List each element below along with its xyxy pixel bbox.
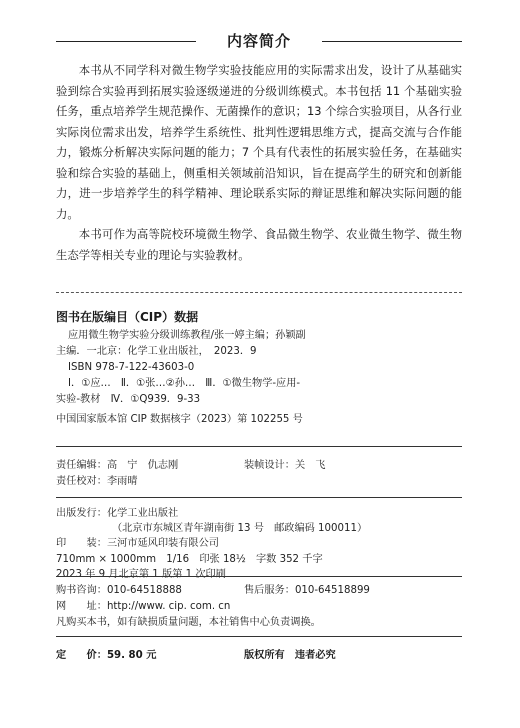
cip-number: 中国国家版本馆 CIP 数据核字（2023）第 102255 号: [56, 414, 303, 425]
cip-class-1: Ⅰ．①应… Ⅱ．①张…②孙… Ⅲ．①微生物学-应用-: [68, 378, 301, 389]
consult-phone: 010-64518888: [106, 585, 182, 596]
publisher-info: [56, 506, 462, 582]
editor-row: [56, 458, 462, 474]
editor-credits: [56, 458, 462, 490]
price-label: 定 价：: [56, 650, 107, 661]
publisher-row: [56, 506, 462, 521]
section-divider: [56, 292, 462, 293]
editor-divider: [56, 446, 462, 447]
design-label: 装帧设计：: [244, 460, 295, 471]
cip-line-2: 主编．一北京：化学工业出版社， 2023．9: [56, 346, 257, 357]
purchase-info: [56, 583, 462, 631]
cip-line-1: 应用微生物学实验分级训练教程/张一婷主编；孙颖副: [68, 330, 306, 341]
printer-value: 三河市延风印装有限公司: [106, 538, 219, 550]
proof-value: 李雨晴: [106, 476, 138, 487]
intro-paragraph-1: 本书从不同学科对微生物学实验技能应用的实际需求出发，设计了从基础实验到综合实验再到拓展实验逐级递进的分级训练模式。本书包括 11 个基础实验任务，重点培养学生规范操作、无菌操作的意识；13 个综合实验项目，从各行业实际岗位需求出发，培养学生系统性、批判性逻辑思维方式，提高交流与合作能力，锻炼分析解决实际问题的能力；7 个具有代表性的拓展实验任务，在基础实验和综合实验的基础上，侧重相关领域前沿知识，旨在提高学生的研究和创新能力，进一步培养学生的科学精神、理论联系实际的辩证思维和解决实际问题的能力。: [56, 63, 462, 221]
cip-class-2: 实验-教材 Ⅳ．①Q939．9-33: [56, 394, 201, 405]
publisher-divider: [56, 497, 462, 498]
publisher-address: （北京市东城区青年湖南街 13 号 邮政编码 100011）: [112, 523, 368, 535]
intro-body: [56, 60, 462, 265]
copyright-notice: 版权所有 违者必究: [244, 650, 336, 661]
book-specs: 710mm × 1000mm 1/16 印张 18½ 字数 352 千字: [56, 553, 323, 565]
cip-record: [56, 328, 462, 408]
design-value: 关 飞: [294, 460, 326, 471]
purchase-divider: [56, 576, 462, 577]
price-row: [56, 646, 462, 662]
intro-paragraph-2: 本书可作为高等院校环境微生物学、食品微生物学、农业微生物学、微生物生态学等相关专业的理论与实验教材。: [56, 227, 462, 262]
website-url: http://www. cip. com. cn: [106, 601, 231, 612]
proof-row: [56, 474, 462, 490]
edition-info: 2023 年 9 月北京第 1 版第 1 次印刷: [56, 568, 226, 580]
consult-label: 购书咨询：: [56, 585, 107, 596]
cip-title: 图书在版编目（CIP）数据: [56, 310, 199, 324]
cip-isbn: ISBN 978-7-122-43603-0: [68, 362, 195, 373]
intro-heading: [56, 30, 462, 52]
website-row: [56, 599, 462, 615]
consult-row: [56, 583, 462, 599]
editor-value: 高 宁 仇志刚: [106, 460, 179, 471]
publisher-name: 化学工业出版社: [106, 508, 179, 519]
service-credit: [244, 583, 370, 599]
intro-title: 内容简介: [226, 32, 291, 50]
design-credit: [244, 458, 326, 474]
service-phone: 010-64518899: [294, 585, 370, 596]
price-value: 59. 80 元: [106, 650, 157, 661]
purchase-notice: 凡购买本书，如有缺损质量问题，本社销售中心负责调换。: [56, 617, 321, 628]
printer-row: [56, 536, 462, 551]
service-label: 售后服务：: [244, 585, 295, 596]
editor-label: 责任编辑：: [56, 460, 107, 471]
website-label: 网 址：: [56, 601, 107, 612]
publisher-label: 出版发行：: [56, 508, 107, 519]
proof-label: 责任校对：: [56, 476, 107, 487]
title-rule-right: [322, 41, 462, 42]
printer-label: 印 装：: [56, 538, 107, 550]
price-divider: [56, 636, 462, 637]
